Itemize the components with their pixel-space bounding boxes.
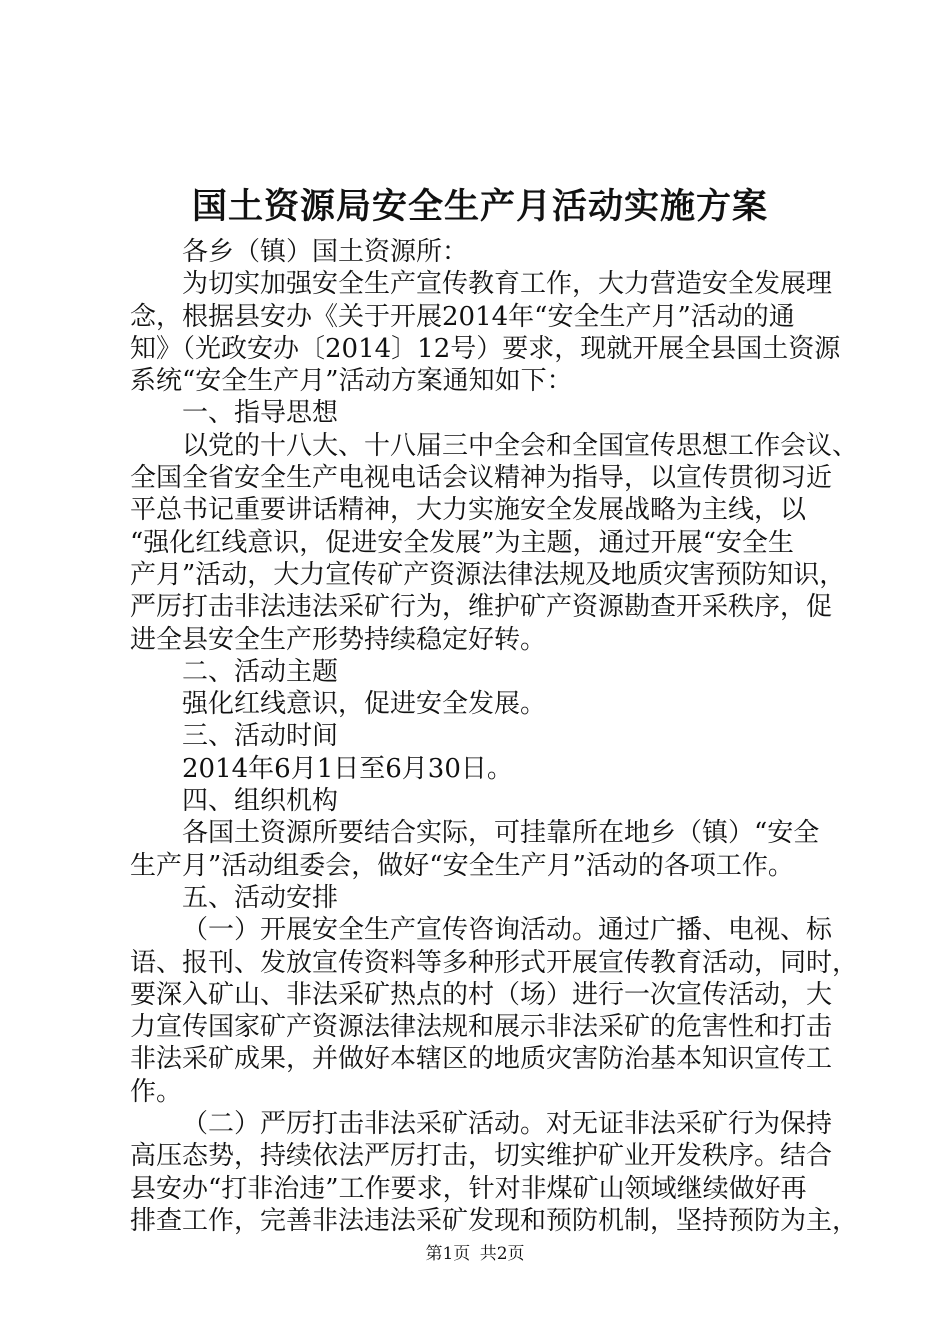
- arrangement-1-line: 作。: [130, 1076, 183, 1107]
- guiding-paragraph-line: 进全县安全生产形势持续稳定好转。: [130, 624, 547, 655]
- guiding-paragraph-line: 产月”活动，大力宣传矿产资源法律法规及地质灾害预防知识，: [130, 559, 846, 590]
- guiding-paragraph-line: 平总书记重要讲话精神，大力实施安全发展战略为主线，以: [130, 495, 807, 526]
- salutation: 各乡（镇）国土资源所：: [182, 237, 469, 267]
- organization-paragraph-line: 各国土资源所要结合实际，可挂靠所在地乡（镇）“安全: [182, 818, 820, 849]
- arrangement-1-line: 非法采矿成果，并做好本辖区的地质灾害防治基本知识宣传工: [130, 1044, 833, 1075]
- guiding-paragraph-line: 全国全省安全生产电视电话会议精神为指导，以宣传贯彻习近: [130, 463, 833, 494]
- intro-paragraph-line: 为切实加强安全生产宣传教育工作，大力营造安全发展理: [182, 269, 833, 300]
- arrangement-1-line: （一）开展安全生产宣传咨询活动。通过广播、电视、标: [182, 915, 833, 946]
- arrangement-2-line: （二）严厉打击非法采矿活动。对无证非法采矿行为保持: [182, 1109, 833, 1140]
- section-heading-arrangements: 五、活动安排: [182, 882, 339, 913]
- arrangement-2-line: 排查工作，完善非法违法采矿发现和预防机制，坚持预防为主，: [130, 1205, 859, 1236]
- section-heading-time: 三、活动时间: [182, 721, 339, 752]
- document-page: [130, 180, 859, 1237]
- section-heading-organization: 四、组织机构: [182, 786, 339, 817]
- guiding-paragraph-line: “强化红线意识，促进安全发展”为主题，通过开展“安全生: [130, 527, 794, 558]
- arrangement-1-line: 语、报刊、发放宣传资料等多种形式开展宣传教育活动，同时，: [130, 947, 859, 978]
- arrangement-1-line: 力宣传国家矿产资源法律法规和展示非法采矿的危害性和打击: [130, 1012, 833, 1043]
- arrangement-2-line: 高压态势，持续依法严厉打击，切实维护矿业开发秩序。结合: [130, 1141, 833, 1172]
- organization-paragraph-line: 生产月”活动组委会，做好“安全生产月”活动的各项工作。: [130, 850, 794, 881]
- intro-paragraph-line: 知》（光政安办〔2014〕12号）要求，现就开展全县国土资源: [130, 333, 841, 364]
- guiding-paragraph-line: 严厉打击非法违法采矿行为，维护矿产资源勘查开采秩序，促: [130, 592, 833, 623]
- time-text: 2014年6月1日至6月30日。: [182, 753, 513, 784]
- page-number: 第1页: [425, 1244, 471, 1264]
- arrangement-1-line: 要深入矿山、非法采矿热点的村（场）进行一次宣传活动，大: [130, 979, 833, 1010]
- intro-paragraph-line: 念，根据县安办《关于开展2014年“安全生产月”活动的通: [130, 301, 795, 332]
- intro-paragraph-line: 系统“安全生产月”活动方案通知如下：: [130, 366, 573, 397]
- section-heading-guiding-ideology: 一、指导思想: [182, 398, 339, 429]
- page-footer: [0, 1243, 950, 1265]
- section-heading-theme: 二、活动主题: [182, 656, 339, 687]
- document-title: 国土资源局安全生产月活动实施方案: [191, 186, 768, 227]
- guiding-paragraph-line: 以党的十八大、十八届三中全会和全国宣传思想工作会议、: [182, 430, 859, 461]
- theme-text: 强化红线意识，促进安全发展。: [182, 689, 547, 720]
- page-total: 共2页: [479, 1244, 525, 1264]
- arrangement-2-line: 县安办“打非治违”工作要求，针对非煤矿山领域继续做好再: [130, 1173, 807, 1204]
